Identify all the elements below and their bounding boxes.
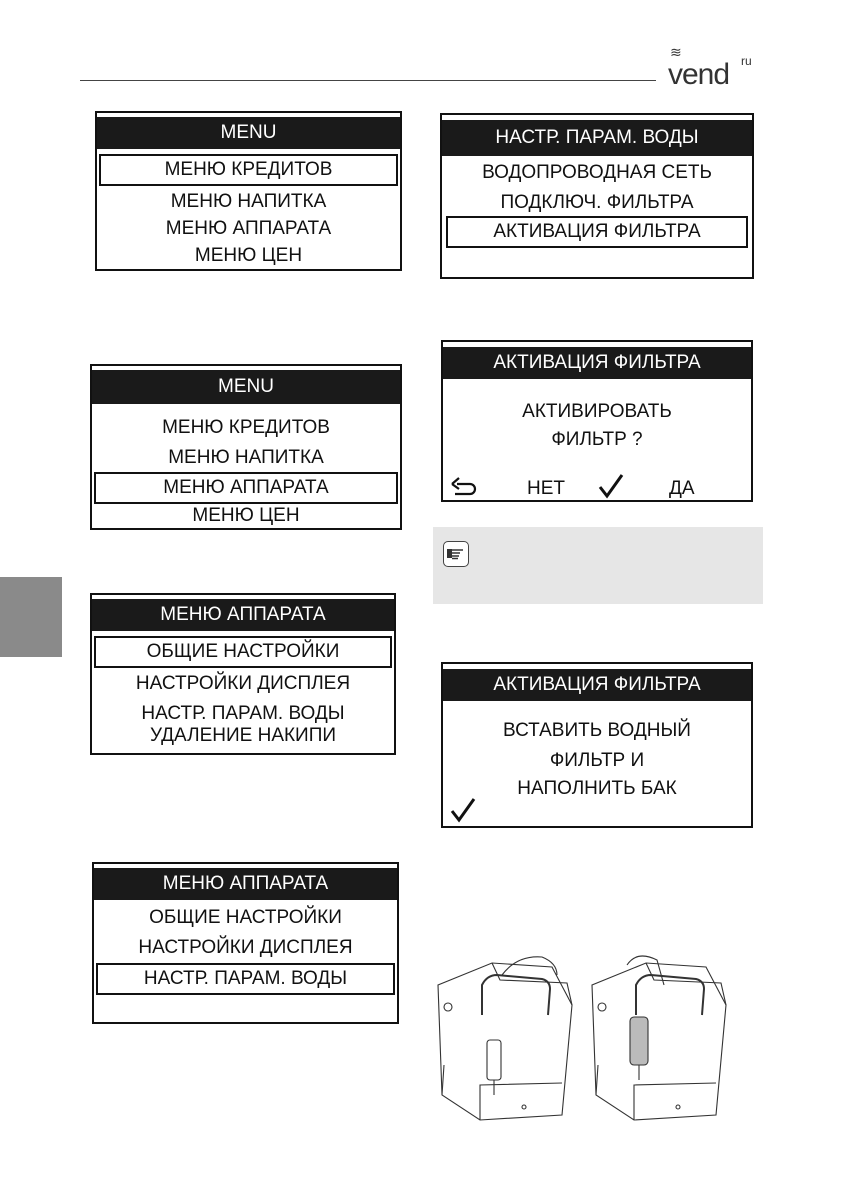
- menu-item[interactable]: НАСТР. ПАРАМ. ВОДЫ: [141, 703, 345, 724]
- menu-item[interactable]: ВОДОПРОВОДНАЯ СЕТЬ: [482, 162, 712, 183]
- menu-item[interactable]: НАСТРОЙКИ ДИСПЛЕЯ: [138, 937, 353, 958]
- no-softkey[interactable]: НЕТ: [527, 478, 565, 499]
- menu-item-selected[interactable]: АКТИВАЦИЯ ФИЛЬТРА: [446, 216, 748, 248]
- display-screen-filter-insert: [441, 662, 753, 828]
- display-screen-machine-menu-1: [90, 593, 396, 755]
- screen-header: MENU: [92, 370, 400, 404]
- menu-item[interactable]: ПОДКЛЮЧ. ФИЛЬТРА: [500, 192, 694, 213]
- display-screen-water-params: [440, 113, 754, 279]
- instruction-text: НАПОЛНИТЬ БАК: [517, 778, 677, 799]
- header-rule: [80, 80, 656, 81]
- menu-item[interactable]: МЕНЮ НАПИТКА: [170, 191, 327, 212]
- checkmark-icon[interactable]: [597, 472, 625, 500]
- display-screen-filter-activate-confirm: [441, 340, 753, 502]
- logo-suffix: ru: [741, 54, 752, 68]
- menu-item-selected[interactable]: МЕНЮ АППАРАТА: [94, 472, 398, 504]
- pointing-hand-icon: [443, 541, 469, 567]
- screen-header: АКТИВАЦИЯ ФИЛЬТРА: [443, 669, 751, 701]
- menu-item-selected[interactable]: ОБЩИЕ НАСТРОЙКИ: [94, 636, 392, 668]
- menu-item[interactable]: МЕНЮ АППАРАТА: [165, 218, 332, 239]
- vend-logo: [664, 44, 774, 91]
- water-tank-filter-illustration: [432, 945, 742, 1125]
- menu-item[interactable]: МЕНЮ КРЕДИТОВ: [162, 417, 330, 438]
- instruction-text: ВСТАВИТЬ ВОДНЫЙ: [503, 720, 691, 741]
- chapter-tab: [0, 577, 62, 657]
- menu-item-selected[interactable]: МЕНЮ КРЕДИТОВ: [99, 154, 398, 186]
- screen-header: MENU: [97, 117, 400, 149]
- yes-softkey[interactable]: ДА: [669, 478, 695, 499]
- menu-item[interactable]: НАСТРОЙКИ ДИСПЛЕЯ: [135, 673, 351, 694]
- menu-item[interactable]: УДАЛЕНИЕ НАКИПИ: [149, 725, 337, 746]
- display-screen-machine-menu-2: [92, 862, 399, 1024]
- logo-text: vend: [668, 58, 730, 91]
- menu-item[interactable]: МЕНЮ ЦЕН: [192, 505, 300, 526]
- display-screen-menu-1: [95, 111, 402, 271]
- menu-item[interactable]: ОБЩИЕ НАСТРОЙКИ: [149, 907, 342, 928]
- menu-item-selected[interactable]: НАСТР. ПАРАМ. ВОДЫ: [96, 963, 395, 995]
- menu-item[interactable]: МЕНЮ ЦЕН: [194, 245, 303, 266]
- prompt-text: ФИЛЬТР ?: [551, 429, 643, 450]
- prompt-text: АКТИВИРОВАТЬ: [522, 401, 672, 422]
- back-arrow-icon[interactable]: [451, 475, 479, 499]
- checkmark-icon[interactable]: [449, 796, 477, 824]
- display-screen-menu-2: [90, 364, 402, 530]
- screen-header: АКТИВАЦИЯ ФИЛЬТРА: [443, 347, 751, 379]
- menu-item[interactable]: МЕНЮ НАПИТКА: [168, 447, 324, 468]
- note-box: [433, 527, 763, 604]
- screen-header: МЕНЮ АППАРАТА: [94, 868, 397, 900]
- steam-icon: ≋: [670, 44, 681, 60]
- screen-header: НАСТР. ПАРАМ. ВОДЫ: [442, 120, 752, 156]
- screen-header: МЕНЮ АППАРАТА: [92, 599, 394, 631]
- instruction-text: ФИЛЬТР И: [549, 750, 645, 771]
